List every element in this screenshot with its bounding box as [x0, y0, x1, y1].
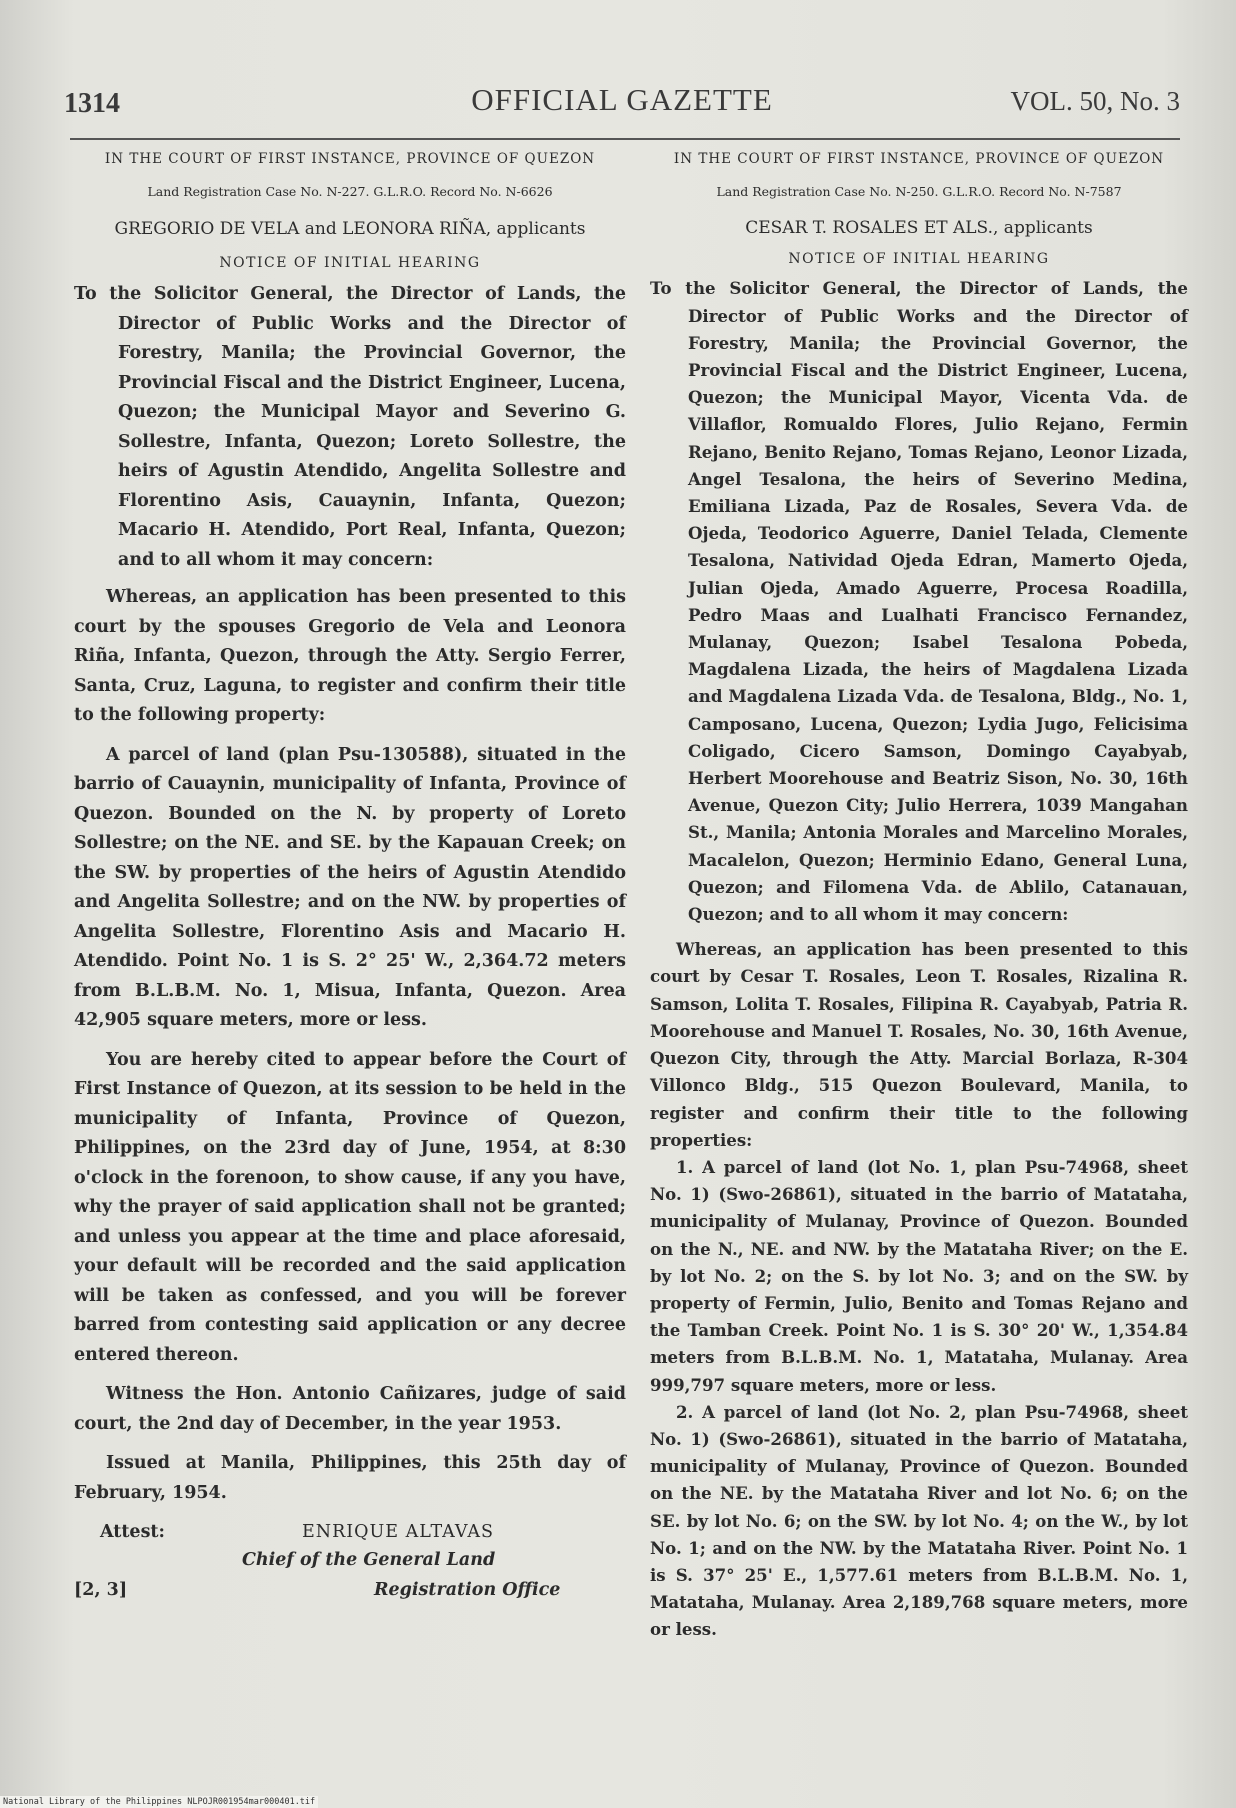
attest-row — [74, 1518, 626, 1546]
applicants-line: GREGORIO DE VELA and LEONORA RIÑA, applicants — [114, 219, 586, 239]
volume-number: VOL. 50, No. 3 — [1010, 86, 1180, 116]
issued-paragraph: Issued at Manila, Philippines, this 25th day of February, 1954. — [74, 1453, 626, 1503]
notice-heading: NOTICE OF INITIAL HEARING — [219, 254, 481, 271]
address-paragraph: To the Solicitor General, the Director of Lands, the Director of Public Works and the Director of Forestry, Manila; the Provincial Governor, the Provincial Fiscal and the District Engineer, Lucena, Quezon; the Municipal Mayor, Vicenta Vda. de Villaflor, Romualdo Flores, Julio Rejano, Fermin Rejano, Benito Rejano, Tomas Rejano, Leonor Lizada, Angel Tesalona, the heirs of Severino Medina, Emiliana Lizada, Paz de Rosales, Severa Vda. de Ojeda, Teodorico Aguerre, Daniel Telada, Clemente Tesalona, Natividad Ojeda Edran, Mamerto Ojeda, Julian Ojeda, Amado Aguerre, Procesa Roadilla, Pedro Maas and Lualhati Francisco Fernandez, Mulanay, Quezon; Isabel Tesalona Pobeda, Magdalena Lizada, the heirs of Magdalena Lizada and Magdalena Lizada Vda. de Tesalona, Bldg., No. 1, Camposano, Lucena, Quezon; Lydia Jugo, Felicisima Coligado, Cicero Samson, Domingo Cayabyab, Herbert Moorehouse and Beatriz Sison, No. 30, 16th Avenue, Quezon City; Julio Herrera, 1039 Mangahan St., Manila; Antonia Morales and Marcelino Morales, Macalelon, Quezon; Herminio Edano, General Luna, Quezon; and Filomena Vda. de Ablilo, Catanauan, Quezon; and to all whom it may concern: — [650, 278, 1188, 925]
property-paragraph-1: 1. A parcel of land (lot No. 1, plan Psu-74968, sheet No. 1) (Swo-26861), situated in the barrio of Matataha, municipality of Mulanay, Province of Quezon. Bounded on the N., NE. and NW. by the Matataha River; on the E. by lot No. 2; on the S. by lot No. 3; and on the SW. by property of Fermin, Julio, Benito and Tomas Rejano and the Tamban Creek. Point No. 1 is S. 30° 20' W., 1,354.84 meters from B.L.B.M. No. 1, Matataha, Mulanay. Area 999,797 square meters, more or less. — [650, 1156, 1188, 1395]
applicants-line: CESAR T. ROSALES ET ALS., applicants — [745, 218, 1093, 238]
attest-label: Attest: — [100, 1522, 165, 1542]
right-column — [650, 150, 1188, 1644]
page-header — [64, 82, 1180, 132]
case-number: Land Registration Case No. N-250. G.L.R.O. Record No. N-7587 — [716, 184, 1122, 199]
address-paragraph: To the Solicitor General, the Director of Lands, the Director of Public Works and the Director of Forestry, Manila; the Provincial Governor, the Provincial Fiscal and the District Engineer, Lucena, Quezon; the Municipal Mayor and Severino G. Sollestre, Infanta, Quezon; Loreto Sollestre, the heirs of Agustin Atendido, Angelita Sollestre and Florentino Asis, Cauaynin, Infanta, Quezon; Macario H. Atendido, Port Real, Infanta, Quezon; and to all whom it may concern: — [74, 284, 626, 570]
signer-title: Chief of the General Land — [242, 1550, 496, 1570]
scan-footer: National Library of the Philippines NLPOJR001954mar000401.tif — [0, 1796, 318, 1808]
publication-title: OFFICIAL GAZETTE — [471, 82, 773, 117]
issue-reference: [2, 3] — [74, 1579, 128, 1600]
page-number: 1314 — [64, 88, 120, 119]
court-heading: IN THE COURT OF FIRST INSTANCE, PROVINCE OF QUEZON — [104, 151, 596, 167]
whereas-paragraph: Whereas, an application has been presented to this court by the spouses Gregorio de Vela and Leonora Riña, Infanta, Quezon, through the Atty. Sergio Ferrer, Santa, Cruz, Laguna, to register and confirm their title to the following property: — [74, 587, 626, 725]
signer-office-row — [74, 1576, 626, 1604]
notice-heading: NOTICE OF INITIAL HEARING — [788, 251, 1050, 268]
signer-office: Registration Office — [374, 1579, 561, 1600]
left-column — [74, 150, 626, 1604]
property-paragraph-2: 2. A parcel of land (lot No. 2, plan Psu-74968, sheet No. 1) (Swo-26861), situated in the barrio of Matataha, municipality of Mulanay, Province of Quezon. Bounded on the NE. by the Matataha River and lot No. 6; on the SE. by lot No. 6; on the SW. by lot No. 4; on the W., by lot No. 1; and on the NW. by the Matataha River. Point No. 1 is S. 37° 25' E., 1,577.61 meters from B.L.B.M. No. 1, Matataha, Mulanay. Area 2,189,768 square meters, more or less. — [650, 1401, 1188, 1640]
whereas-paragraph: Whereas, an application has been presented to this court by Cesar T. Rosales, Leon T. Rosales, Rizalina R. Samson, Lolita T. Rosales, Filipina R. Cayabyab, Patria R. Moorehouse and Manuel T. Rosales, No. 30, 16th Avenue, Quezon City, through the Atty. Marcial Borlaza, R-304 Villonco Bldg., 515 Quezon Boulevard, Manila, to register and confirm their title to the following properties: — [650, 939, 1188, 1150]
court-heading: IN THE COURT OF FIRST INSTANCE, PROVINCE OF QUEZON — [673, 151, 1165, 167]
header-rule — [70, 138, 1180, 140]
citation-paragraph: You are hereby cited to appear before the Court of First Instance of Quezon, at its session to be held in the municipality of Infanta, Province of Quezon, Philippines, on the 23rd day of June, 1954, at 8:30 o'clock in the forenoon, to show cause, if any you have, why the prayer of said application shall not be granted; and unless you appear at the time and place aforesaid, your default will be recorded and the said application will be taken as confessed, and you will be forever barred from contesting said application or any decree entered thereon. — [74, 1049, 626, 1365]
witness-paragraph: Witness the Hon. Antonio Cañizares, judge of said court, the 2nd day of December, in the year 1953. — [74, 1384, 626, 1434]
property-paragraph: A parcel of land (plan Psu-130588), situated in the barrio of Cauaynin, municipality of Infanta, Province of Quezon. Bounded on the N. by property of Loreto Sollestre; on the NE. and SE. by the Kapauan Creek; on the SW. by properties of the heirs of Agustin Atendido and Angelita Sollestre; and on the NW. by properties of Angelita Sollestre, Florentino Asis and Macario H. Atendido. Point No. 1 is S. 2° 25' W., 2,364.72 meters from B.L.B.M. No. 1, Misua, Infanta, Quezon. Area 42,905 square meters, more or less. — [74, 744, 626, 1030]
case-number: Land Registration Case No. N-227. G.L.R.O. Record No. N-6626 — [147, 184, 553, 199]
signer-name: ENRIQUE ALTAVAS — [302, 1522, 494, 1542]
